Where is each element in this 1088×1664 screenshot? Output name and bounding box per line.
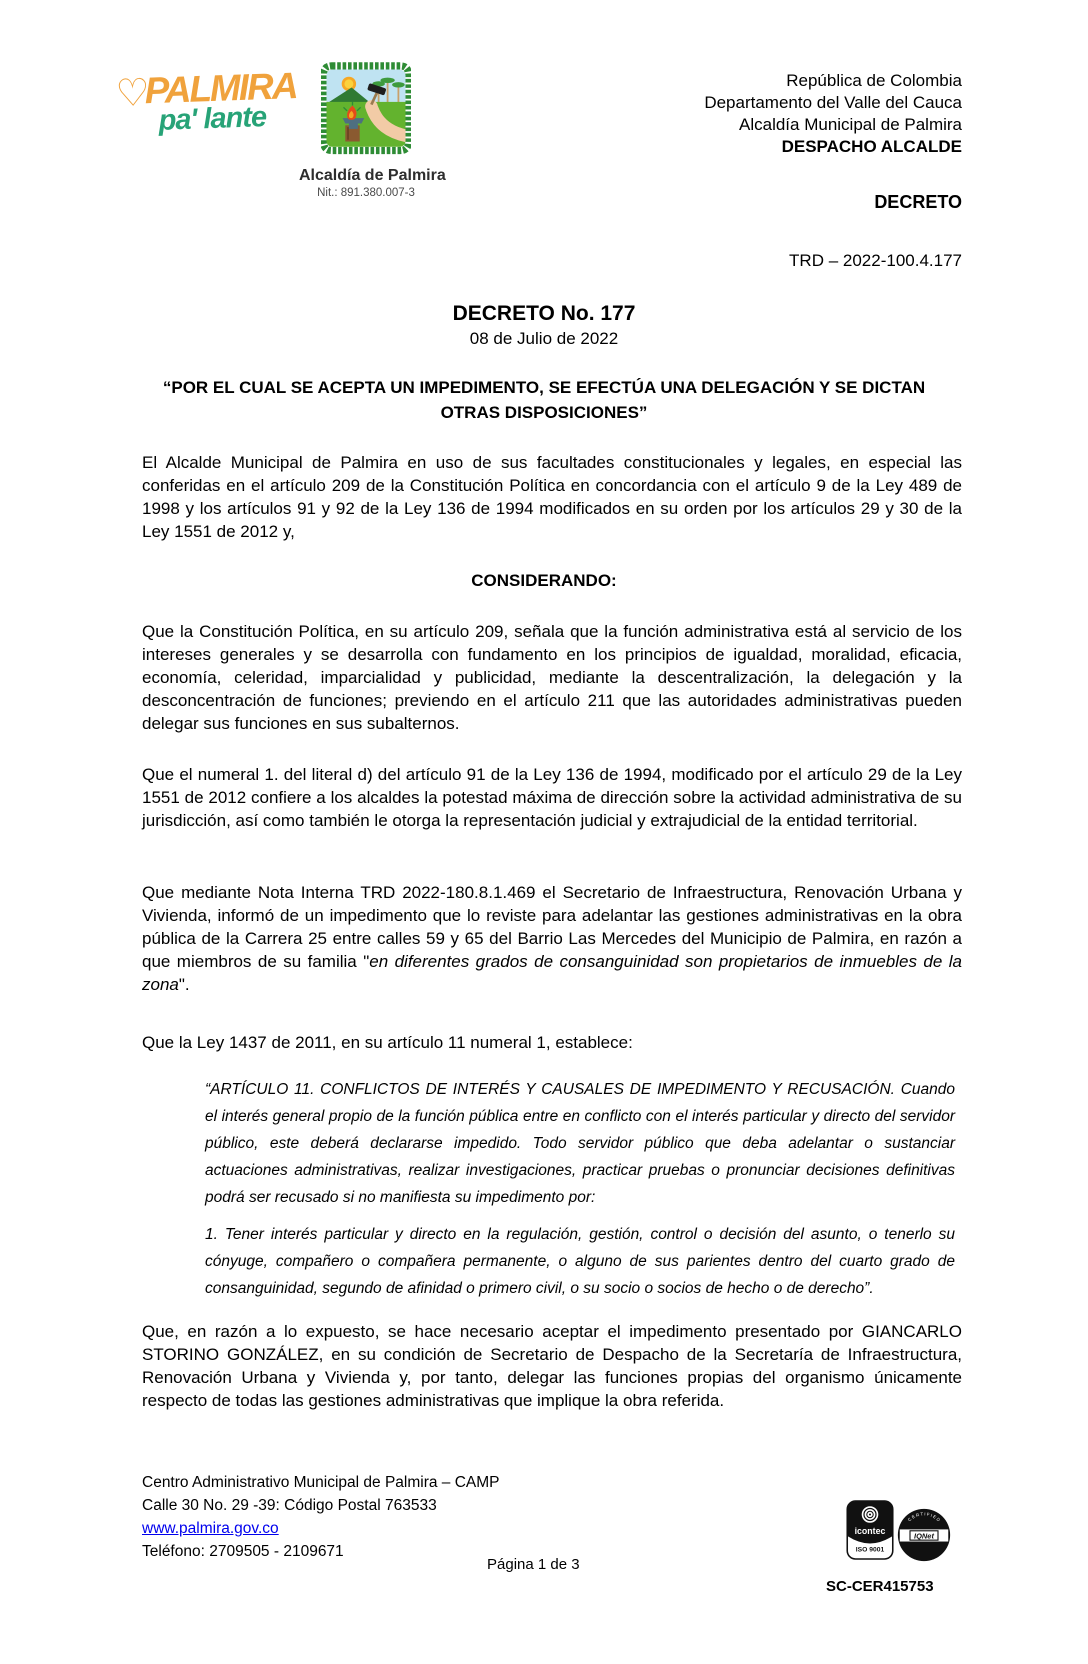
- blockquote-articulo-11: “ARTÍCULO 11. CONFLICTOS DE INTERÉS Y CAUSALES DE IMPEDIMENTO Y RECUSACIÓN. Cuando el interés general propio de la función pública entre en conflicto con el interés particular y directo del servidor público, este deberá declararse impedido. Todo servidor público que deba adelantar o sustanciar actuaciones administrativas, realizar investigaciones, practicar pruebas o pronunciar decisiones definitivas podrá ser recusado si no manifiesta su impedimento por:: [205, 1081, 955, 1206]
- header-line-republica: República de Colombia: [786, 71, 962, 90]
- footer-address-block: [142, 1471, 500, 1563]
- header-line-departamento: Departamento del Valle del Cauca: [704, 93, 962, 112]
- footer-website-link[interactable]: www.palmira.gov.co: [142, 1520, 279, 1537]
- footer-phone-line: Teléfono: 2709505 - 2109671: [142, 1543, 344, 1560]
- paragraph-nota-interna: Que mediante Nota Interna TRD 2022-180.8.1.469 el Secretario de Infraestructura, Renovación Urbana y Vivienda, informó de un impedimento que lo reviste para adelantar las gestiones administrativas en la obra pública de la Carrera 25 entre calles 59 y 65 del Barrio Las Mercedes del Municipio de Palmira, en razón a que miembros de su familia "en diferentes grados de consanguinidad son propietarios de inmuebles de la zona".: [142, 883, 962, 994]
- iqnet-certified-badge-icon: [896, 1507, 952, 1563]
- svg-text:C E R T I F I E D: C E R T I F I E D: [906, 1511, 942, 1523]
- paragraph-ley1437: Que la Ley 1437 de 2011, en su artículo 11 numeral 1, establece:: [142, 1033, 633, 1052]
- svg-text:icontec: icontec: [854, 1526, 886, 1537]
- paragraph-conclusion: Que, en razón a lo expuesto, se hace necesario aceptar el impedimento presentado por GIANCARLO STORINO GONZÁLEZ, en su condición de Secretario de Despacho de la Secretaría de Infraestructura, Renovación Urbana y Vivienda y, por tanto, delegar las funciones propias del organismo únicamente respecto de todas las gestiones administrativas que implique la obra referida.: [142, 1322, 962, 1410]
- paragraph-nota-italic-quote: en diferentes grados de consanguinidad son propietarios de inmuebles de la zona: [142, 952, 962, 994]
- municipal-seal-block: [299, 62, 446, 199]
- wordmark-line2: pa' lante: [158, 101, 267, 137]
- header-trd-number: TRD – 2022-100.4.177: [789, 251, 962, 270]
- certificate-code: SC-CER415753: [826, 1578, 934, 1595]
- footer-camp-line: Centro Administrativo Municipal de Palmira – CAMP: [142, 1474, 500, 1491]
- header-line-despacho: DESPACHO ALCALDE: [781, 137, 962, 156]
- header-line-alcaldia: Alcaldía Municipal de Palmira: [739, 115, 962, 134]
- header-doc-type: DECRETO: [874, 192, 962, 212]
- palmira-shield-icon: [321, 62, 411, 158]
- considerando-heading: CONSIDERANDO:: [471, 571, 617, 590]
- heart-icon: ♡: [114, 70, 149, 116]
- svg-text:IQNet: IQNet: [914, 1531, 934, 1541]
- decree-subject-title: “POR EL CUAL SE ACEPTA UN IMPEDIMENTO, SE EFECTÚA UNA DELEGACIÓN Y SE DICTAN OTRAS DISPOSICIONES”: [162, 378, 926, 422]
- seal-org-name: Alcaldía de Palmira: [299, 167, 446, 184]
- wordmark-line1: ♡PALMIRA: [114, 65, 298, 116]
- paragraph-constitucion: Que la Constitución Política, en su artículo 209, señala que la función administrativa está al servicio de los intereses generales y se desarrolla con fundamento en los principios de igualdad, moralidad, eficacia, economía, celeridad, imparcialidad y publicidad, mediante la descentralización, la delegación y la desconcentración de funciones; previendo en el artículo 211 que las autoridades administrativas pueden delegar sus funciones en sus subalternos.: [142, 622, 962, 733]
- seal-nit: Nit.: 891.380.007-3: [317, 187, 415, 199]
- blockquote-numeral-1: 1. Tener interés particular y directo en la regulación, gestión, control o decisión del asunto, o tenerlo su cónyuge, compañero o compañera permanente, o alguno de sus parientes dentro del cuarto grado de consanguinidad, segundo de afinidad o primero civil, o su socio o socios de hecho o de derecho”.: [205, 1226, 955, 1297]
- page-number: Página 1 de 3: [487, 1556, 580, 1573]
- decree-date: 08 de Julio de 2022: [469, 329, 619, 348]
- header-entity-block: [704, 70, 962, 158]
- palmira-wordmark-logo: [115, 67, 307, 138]
- svg-text:ISO 9001: ISO 9001: [855, 1546, 885, 1554]
- footer-address-line: Calle 30 No. 29 -39: Código Postal 763533: [142, 1497, 437, 1514]
- decree-number-title: DECRETO No. 177: [452, 302, 636, 325]
- paragraph-numeral: Que el numeral 1. del literal d) del artículo 91 de la Ley 136 de 1994, modificado por el artículo 29 de la Ley 1551 de 2012 confiere a los alcaldes la potestad máxima de dirección sobre la actividad administrativa de su jurisdicción, así como también le otorga la representación judicial y extrajudicial de la entidad territorial.: [142, 765, 962, 830]
- icontec-iso9001-badge-icon: [846, 1500, 894, 1560]
- paragraph-preamble: El Alcalde Municipal de Palmira en uso de sus facultades constitucionales y legales, en especial las conferidas en el artículo 209 de la Constitución Política en concordancia con el artículo 9 de la Ley 489 de 1998 y los artículos 91 y 92 de la Ley 136 de 1994 modificados en su orden por los artículos 29 y 30 de la Ley 1551 de 2012 y,: [142, 453, 962, 541]
